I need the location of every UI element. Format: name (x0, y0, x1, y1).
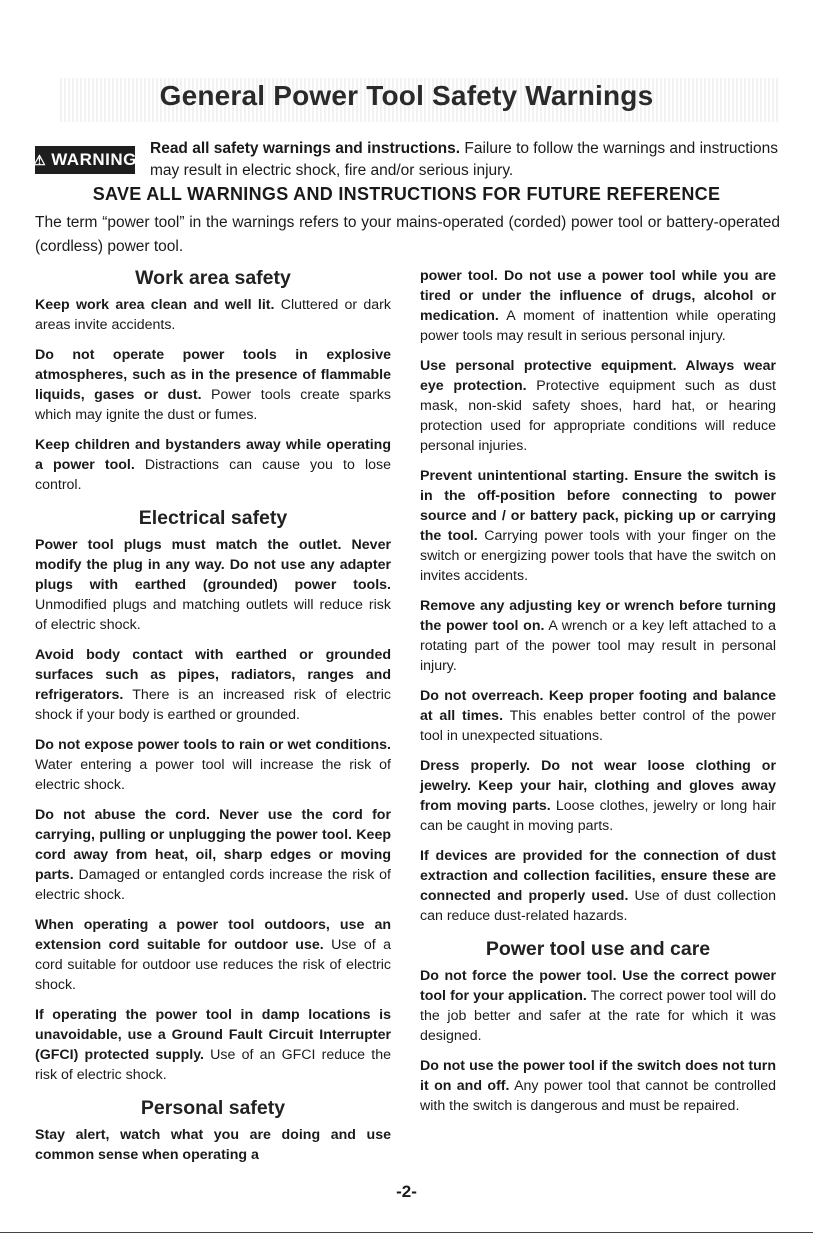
paragraph-lead: Power tool plugs must match the outlet. Never modify the plug in any way. Do not use any adapter plugs with earthed (grounded) power tools. (35, 537, 391, 593)
paragraph-lead: If devices are provided for the connection of dust extraction and collection facilities, ensure these are connected and properly used. (420, 848, 776, 904)
safety-paragraph (420, 596, 776, 676)
safety-paragraph (35, 345, 391, 425)
paragraph-lead: Avoid body contact with earthed or grounded surfaces such as pipes, radiators, ranges and refrigerators. (35, 647, 391, 703)
paragraph-lead: Stay alert, watch what you are doing and use common sense when operating a (35, 1127, 391, 1163)
right-column (420, 266, 776, 1116)
paragraph-lead: Do not operate power tools in explosive atmospheres, such as in the presence of flammable liquids, gases or dust. (35, 347, 391, 403)
page-number: -2- (396, 1182, 417, 1201)
safety-paragraph (420, 846, 776, 926)
section-heading: Electrical safety (138, 507, 288, 529)
paragraph-body: Use of dust collection can reduce dust-related hazards. (420, 888, 776, 924)
safety-paragraph (35, 735, 391, 795)
bottom-rule (0, 1232, 813, 1233)
paragraph-lead: Keep work area clean and well lit. (35, 297, 275, 313)
safety-paragraph (35, 295, 391, 335)
warning-badge-label: WARNING (51, 150, 137, 169)
paragraph-lead: power tool. Do not use a power tool while you are tired or under the influence of drugs, alcohol or medication. (420, 268, 776, 324)
warning-badge (35, 146, 135, 174)
safety-paragraph (420, 756, 776, 836)
paragraph-body: Use of a cord suitable for outdoor use reduces the risk of electric shock. (35, 937, 391, 993)
section-heading: Power tool use and care (485, 938, 711, 960)
paragraph-body: Carrying power tools with your finger on the switch or energizing power tools that have the switch on invites accidents. (420, 528, 776, 584)
safety-paragraph (420, 466, 776, 586)
paragraph-lead: Dress properly. Do not wear loose clothing or jewelry. Keep your hair, clothing and gloves away from moving parts. (420, 758, 776, 814)
paragraph-body: Any power tool that cannot be controlled with the switch is dangerous and must be repaired. (420, 1078, 776, 1114)
paragraph-body: Cluttered or dark areas invite accidents. (35, 297, 392, 333)
paragraph-lead: Remove any adjusting key or wrench before turning the power tool on. (420, 598, 776, 634)
paragraph-body: A moment of inattention while operating power tools may result in serious personal injury. (420, 308, 776, 344)
paragraph-lead: When operating a power tool outdoors, use an extension cord suitable for outdoor use. (35, 917, 391, 953)
paragraph-body: The correct power tool will do the job better and safer at the rate for which it was designed. (420, 988, 777, 1044)
paragraph-lead: Do not abuse the cord. Never use the cord for carrying, pulling or unplugging the power tool. Keep cord away from heat, oil, sharp edges or moving parts. (35, 807, 391, 883)
safety-paragraph (35, 915, 391, 995)
paragraph-lead: Do not use the power tool if the switch does not turn it on and off. (420, 1058, 776, 1094)
paragraph-body: Power tools create sparks which may ignite the dust or fumes. (35, 387, 391, 423)
intro-lead: Read all safety warnings and instructions. (150, 140, 461, 157)
safety-paragraph (420, 686, 776, 746)
paragraph-body: Damaged or entangled cords increase the risk of electric shock. (35, 867, 391, 903)
paragraph-lead: Keep children and bystanders away while operating a power tool. (35, 437, 391, 473)
paragraph-lead: Do not force the power tool. Use the correct power tool for your application. (420, 968, 776, 1004)
intro-warning (150, 138, 790, 182)
safety-paragraph (35, 1005, 391, 1085)
paragraph-lead: If operating the power tool in damp locations is unavoidable, use a Ground Fault Circuit Interrupter (GFCI) protected supply. (35, 1007, 391, 1063)
paragraph-body: This enables better control of the power tool in unexpected situations. (420, 708, 776, 744)
safety-paragraph (35, 535, 391, 635)
safety-paragraph (420, 1056, 776, 1116)
intro-body: Failure to follow the warnings and instructions may result in electric shock, fire and/or serious injury. (150, 140, 778, 179)
safety-paragraph (420, 966, 776, 1046)
warning-triangle-icon: ⚠ (33, 151, 47, 168)
paragraph-body: There is an increased risk of electric shock if your body is earthed or grounded. (35, 687, 391, 723)
paragraph-lead: Do not overreach. Keep proper footing and balance at all times. (420, 688, 776, 724)
left-column (35, 266, 391, 1165)
paragraph-body: Use of an GFCI reduce the risk of electric shock. (35, 1047, 391, 1083)
safety-paragraph (420, 266, 776, 346)
paragraph-body: Loose clothes, jewelry or long hair can be caught in moving parts. (420, 798, 776, 834)
paragraph-lead: Do not expose power tools to rain or wet conditions. (35, 737, 391, 753)
paragraph-body: Water entering a power tool will increase the risk of electric shock. (35, 757, 391, 793)
section-heading: Work area safety (135, 267, 291, 289)
paragraph-body: Distractions can cause you to lose control. (35, 457, 391, 493)
safety-paragraph (35, 645, 391, 725)
paragraph-body: Unmodified plugs and matching outlets will reduce risk of electric shock. (35, 597, 391, 633)
paragraph-body: A wrench or a key left attached to a rotating part of the power tool may result in personal injury. (420, 618, 776, 674)
paragraph-lead: Prevent unintentional starting. Ensure the switch is in the off-position before connecting to power source and / or battery pack, picking up or carrying the tool. (420, 468, 776, 544)
save-all-heading: SAVE ALL WARNINGS AND INSTRUCTIONS FOR FUTURE REFERENCE (92, 184, 721, 204)
safety-paragraph (35, 805, 391, 905)
paragraph-body: Protective equipment such as dust mask, non-skid safety shoes, hard hat, or hearing protection used for appropriate conditions will reduce personal injuries. (420, 378, 776, 454)
page-title: General Power Tool Safety Warnings (159, 80, 654, 111)
safety-paragraph (420, 356, 776, 456)
term-note: The term “power tool” in the warnings refers to your mains-operated (corded) power tool or battery-operated (cordless) power tool. (35, 214, 780, 255)
safety-paragraph (35, 1125, 391, 1165)
paragraph-lead: Use personal protective equipment. Always wear eye protection. (420, 358, 776, 394)
safety-paragraph (35, 435, 391, 495)
section-heading: Personal safety (140, 1097, 286, 1119)
